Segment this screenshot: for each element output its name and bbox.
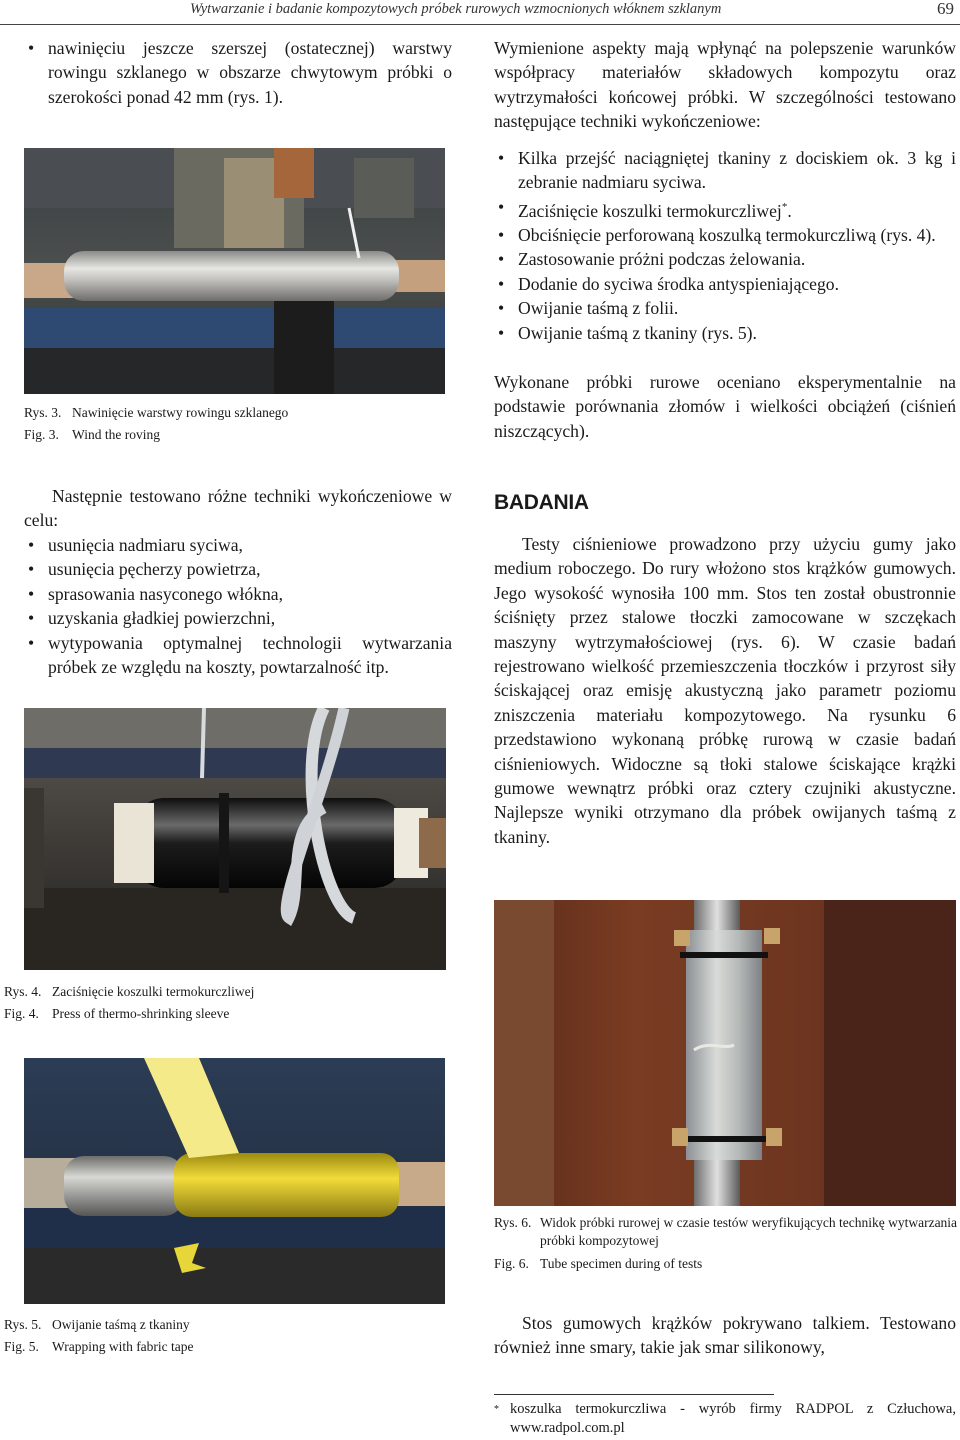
list-item: • Dodanie do syciwa środka antyspieniającego. bbox=[498, 273, 839, 294]
figure-3-photo bbox=[24, 148, 445, 394]
paragraph-talc: Stos gumowych krążków pokrywano talkiem. Testowano również inne smary, takie jak smar silikonowy, bbox=[494, 1313, 956, 1358]
list-item: • wytypowania optymalnej technologii wytwarzania próbek ze względu na koszty, powtarzalność itp. bbox=[28, 632, 452, 678]
running-header bbox=[0, 0, 960, 24]
footnote bbox=[494, 1400, 956, 1438]
figure-5-caption bbox=[4, 1314, 452, 1358]
paragraph-evaluation: Wykonane próbki rurowe oceniano eksperymentalnie na podstawie porównania złomów i wielkości obciążeń (ciśnień niszczących). bbox=[494, 372, 956, 441]
caption-en: Fig. 3. Wind the roving bbox=[24, 427, 160, 442]
caption-en: Fig. 6. Tube specimen during of tests bbox=[494, 1256, 703, 1271]
figure-6-photo bbox=[494, 900, 956, 1206]
paragraph-tests: Testy ciśnieniowe prowadzono przy użyciu gumy jako medium roboczego. Do rury włożono stos krążków gumowych. Jego wysokość wynosiła 100 mm. Stos ten został obustronnie ściśnięty przez stalowe tłoczki zamocowane w szczękach maszyny wytrzymałościowej (rys. 6). W czasie badań rejestrowano wielkość przemieszczenia tłoczków i przyrost siły ściskającej oraz emisję akustyczną jako parametr poziomu zniszczenia materiału kompozytowego. Na rysunku 6 przedstawiono wykonaną próbkę rurową w czasie badań ciśnieniowych. Widoczne są tłoki stalowe ściskające krążki gumowe wewnątrz próbki oraz cztery czujniki akustyczne. Najlepsze wyniki otrzymano dla próbek owijanych taśmą z tkaniny. bbox=[494, 534, 956, 847]
footnote-text: koszulka termokurczliwa - wyrób firmy RADPOL z Człuchowa, www.radpol.com.pl bbox=[510, 1401, 956, 1436]
goals-list bbox=[24, 533, 452, 679]
page-number: 69 bbox=[937, 0, 954, 18]
section-heading: BADANIA bbox=[494, 491, 589, 514]
list-item: • Kilka przejść naciągniętej tkaniny z dociskiem ok. 3 kg i zebranie nadmiaru syciwa. bbox=[498, 148, 956, 193]
footnote-rule bbox=[494, 1394, 774, 1395]
techniques-list bbox=[494, 146, 956, 345]
top-bullet-list bbox=[24, 36, 452, 109]
running-title: Wytwarzanie i badanie kompozytowych próbek rurowych wzmocnionych włóknem szklanym bbox=[190, 1, 722, 17]
caption-pl: Rys. 3. Nawinięcie warstwy rowingu szklanego bbox=[24, 405, 289, 420]
list-item: • Owijanie taśmą z folii. bbox=[498, 298, 679, 319]
figure-5-photo bbox=[24, 1058, 445, 1304]
figure-3-caption bbox=[24, 402, 452, 446]
list-item: • Zastosowanie próżni podczas żelowania. bbox=[498, 249, 806, 270]
list-item: • sprasowania nasyconego włókna, bbox=[28, 583, 284, 604]
list-item: • uzyskania gładkiej powierzchni, bbox=[28, 608, 276, 629]
caption-pl: Rys. 5. Owijanie taśmą z tkaniny bbox=[4, 1317, 190, 1332]
paragraph-intro: Następnie testowano różne techniki wykończeniowe w celu: bbox=[24, 486, 452, 531]
list-item: • Owijanie taśmą z tkaniny (rys. 5). bbox=[498, 322, 757, 343]
footnote-ref: * bbox=[781, 200, 788, 213]
figure-4-photo bbox=[24, 708, 446, 970]
list-item: • usunięcia pęcherzy powietrza, bbox=[28, 559, 261, 580]
list-item: • Zaciśnięcie koszulki termokurczliwej*. bbox=[498, 196, 792, 221]
caption-pl: Rys. 6. Widok próbki rurowej w czasie testów weryfikujących technikę wytwarzania próbki kompozytowej bbox=[494, 1215, 958, 1248]
caption-en: Fig. 4. Press of thermo-shrinking sleeve bbox=[4, 1006, 230, 1021]
list-item: • usunięcia nadmiaru syciwa, bbox=[28, 535, 243, 555]
figure-4-caption bbox=[4, 981, 452, 1025]
caption-pl: Rys. 4. Zaciśnięcie koszulki termokurczliwej bbox=[4, 984, 255, 999]
footnote-mark: * bbox=[494, 1404, 499, 1415]
list-item: • nawinięciu jeszcze szerszej (ostatecznej) warstwy rowingu szklanego w obszarze chwytowym próbki o szerokości ponad 42 mm (rys. 1). bbox=[28, 38, 452, 107]
header-rule bbox=[0, 24, 960, 25]
paragraph-aspects: Wymienione aspekty mają wpłynąć na polepszenie warunków współpracy materiałów składowych kompozytu oraz wytrzymałości końcowej próbki. W szczególności testowano następujące techniki wykończeniowe: bbox=[494, 38, 956, 132]
caption-en: Fig. 5. Wrapping with fabric tape bbox=[4, 1339, 194, 1354]
figure-6-caption bbox=[494, 1214, 960, 1273]
list-item: • Obciśnięcie perforowaną koszulką termokurczliwą (rys. 4). bbox=[498, 225, 936, 246]
